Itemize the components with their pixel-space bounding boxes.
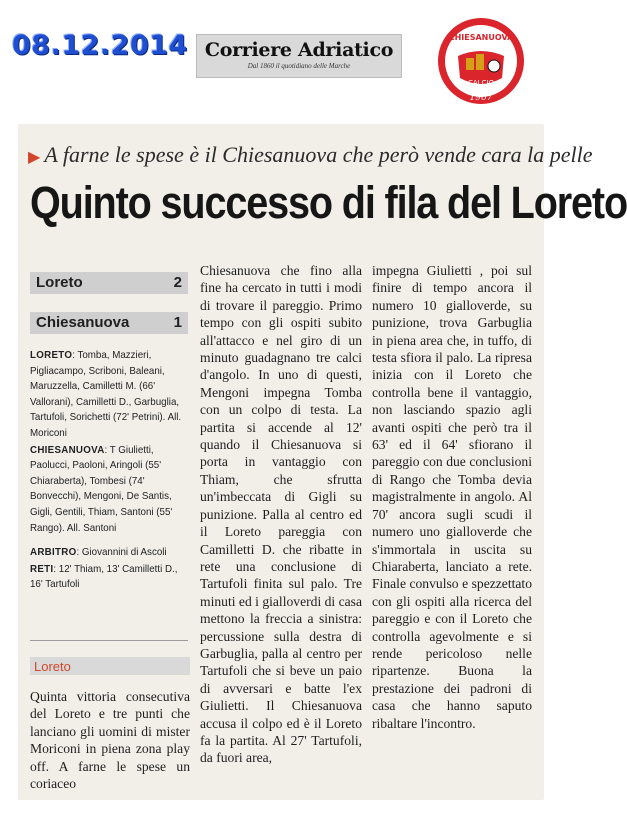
newspaper-tagline: Dal 1860 il quotidiano delle Marche xyxy=(247,62,351,70)
logo-tower-icon xyxy=(476,54,484,70)
logo-football-icon xyxy=(488,60,500,72)
section-label: Loreto xyxy=(30,657,190,675)
logo-club-name: CHIESANUOVA xyxy=(448,33,514,42)
goals: RETI: 12' Thiam, 13' Camilletti D., 16' Tartufoli xyxy=(30,563,178,591)
article-column-1: Quinta vittoria consecutiva del Loreto e tre punti che lanciano gli uomini di mister Moriconi in piena zona play off. A farne le spese un coriaceo xyxy=(30,689,190,792)
club-logo xyxy=(436,16,526,106)
kicker-text: A farne le spese è il Chiesanuova che però vende cara la pelle xyxy=(44,142,593,167)
clip-date: 08.12.2014 xyxy=(12,30,188,61)
kicker-arrow-icon: ▶ xyxy=(28,149,41,166)
article-kicker xyxy=(28,142,593,168)
article-column-2: Chiesanuova che fino alla fine ha cercato in tutti i modi di trovare il pareggio. Primo tempo con gli ospiti subito all'attacco e nel giro di un minuto guadagnano tre calci d'angolo. In uno di questi, Mengoni impegna Tomba con un colpo di testa. La partita si accende al 12' quando il Chiesanuova si porta in vantaggio con Thiam, che sfrutta un'imbeccata di Gigli su punizione. Palla al centro ed il Loreto pareggia con Camilletti D. che ribatte in rete una conclusione di Tartufoli finita sul palo. Tre minuti ed i gialloverdi di casa mettono la freccia a sinistra: percussione sulla destra di Garbuglia, palla al centro per Tartufoli che si beve un paio di avversari e batte l'ex Giulietti. Il Chiesanuova accusa il colpo ed è il Loreto fa la partita. Al 27' Tartufoli, da fuori area, xyxy=(200,263,362,766)
home-goals: 2 xyxy=(173,274,182,291)
column-divider xyxy=(30,640,188,641)
match-lineups xyxy=(30,348,182,593)
newspaper-masthead xyxy=(196,34,402,78)
logo-top-text: A.S.D. xyxy=(471,25,491,32)
newspaper-name: Corriere Adriatico xyxy=(204,39,394,61)
article-headline: Quinto successo di fila del Loreto xyxy=(30,177,627,228)
score-home xyxy=(30,272,188,294)
logo-tower-icon xyxy=(466,58,474,70)
away-goals: 1 xyxy=(173,314,182,331)
away-team: Chiesanuova xyxy=(36,314,130,331)
lineup-loreto: LORETO: Tomba, Mazzieri, Pigliacampo, Scriboni, Baleani, Maruzzella, Camilletti M. (66' Vallorani), Camilletti D., Garbuglia, Tartufoli, Sorichetti (72' Petrini). All. Moriconi xyxy=(30,350,182,439)
score-away xyxy=(30,312,188,334)
logo-year: 1967 xyxy=(469,93,493,103)
article-column-3: impegna Giulietti , poi sul finire di tempo ancora il numero 10 gialloverde, su punizione, trova Garbuglia in piena area che, in tuffo, di testa sfiora il palo. La ripresa inizia con il Loreto che controlla bene il vantaggio, non lasciando spazio agli avanti ospiti che però tra il 63' ed il 64' sfiorano il pareggio con due conclusioni di Rango che Tomba devia magistralmente in angolo. Al 70' ancora sugli scudi il numero uno gialloverde che s'immortala in uscita su Chiaraberta, lanciato a rete. Finale convulso e spezzettato con gli ospiti alla ricerca del pareggio e con il Loreto che controlla agevolmente e si rende pericoloso nelle ripartenze. Buona la prestazione dei padroni di casa che hanno saputo ribaltare l'incontro. xyxy=(372,263,532,731)
referee: ARBITRO: Giovannini di Ascoli xyxy=(30,547,167,559)
logo-sub-text: CALCIO xyxy=(467,79,495,87)
lineup-chiesanuova: CHIESANUOVA: T Giulietti, Paolucci, Paoloni, Aringoli (55' Chiaraberta), Tombesi (74' Bonvecchi), Mengoni, De Santis, Gigli, Gentili, Thiam, Santoni (55' Rango). All. Santoni xyxy=(30,444,173,534)
home-team: Loreto xyxy=(36,274,83,291)
